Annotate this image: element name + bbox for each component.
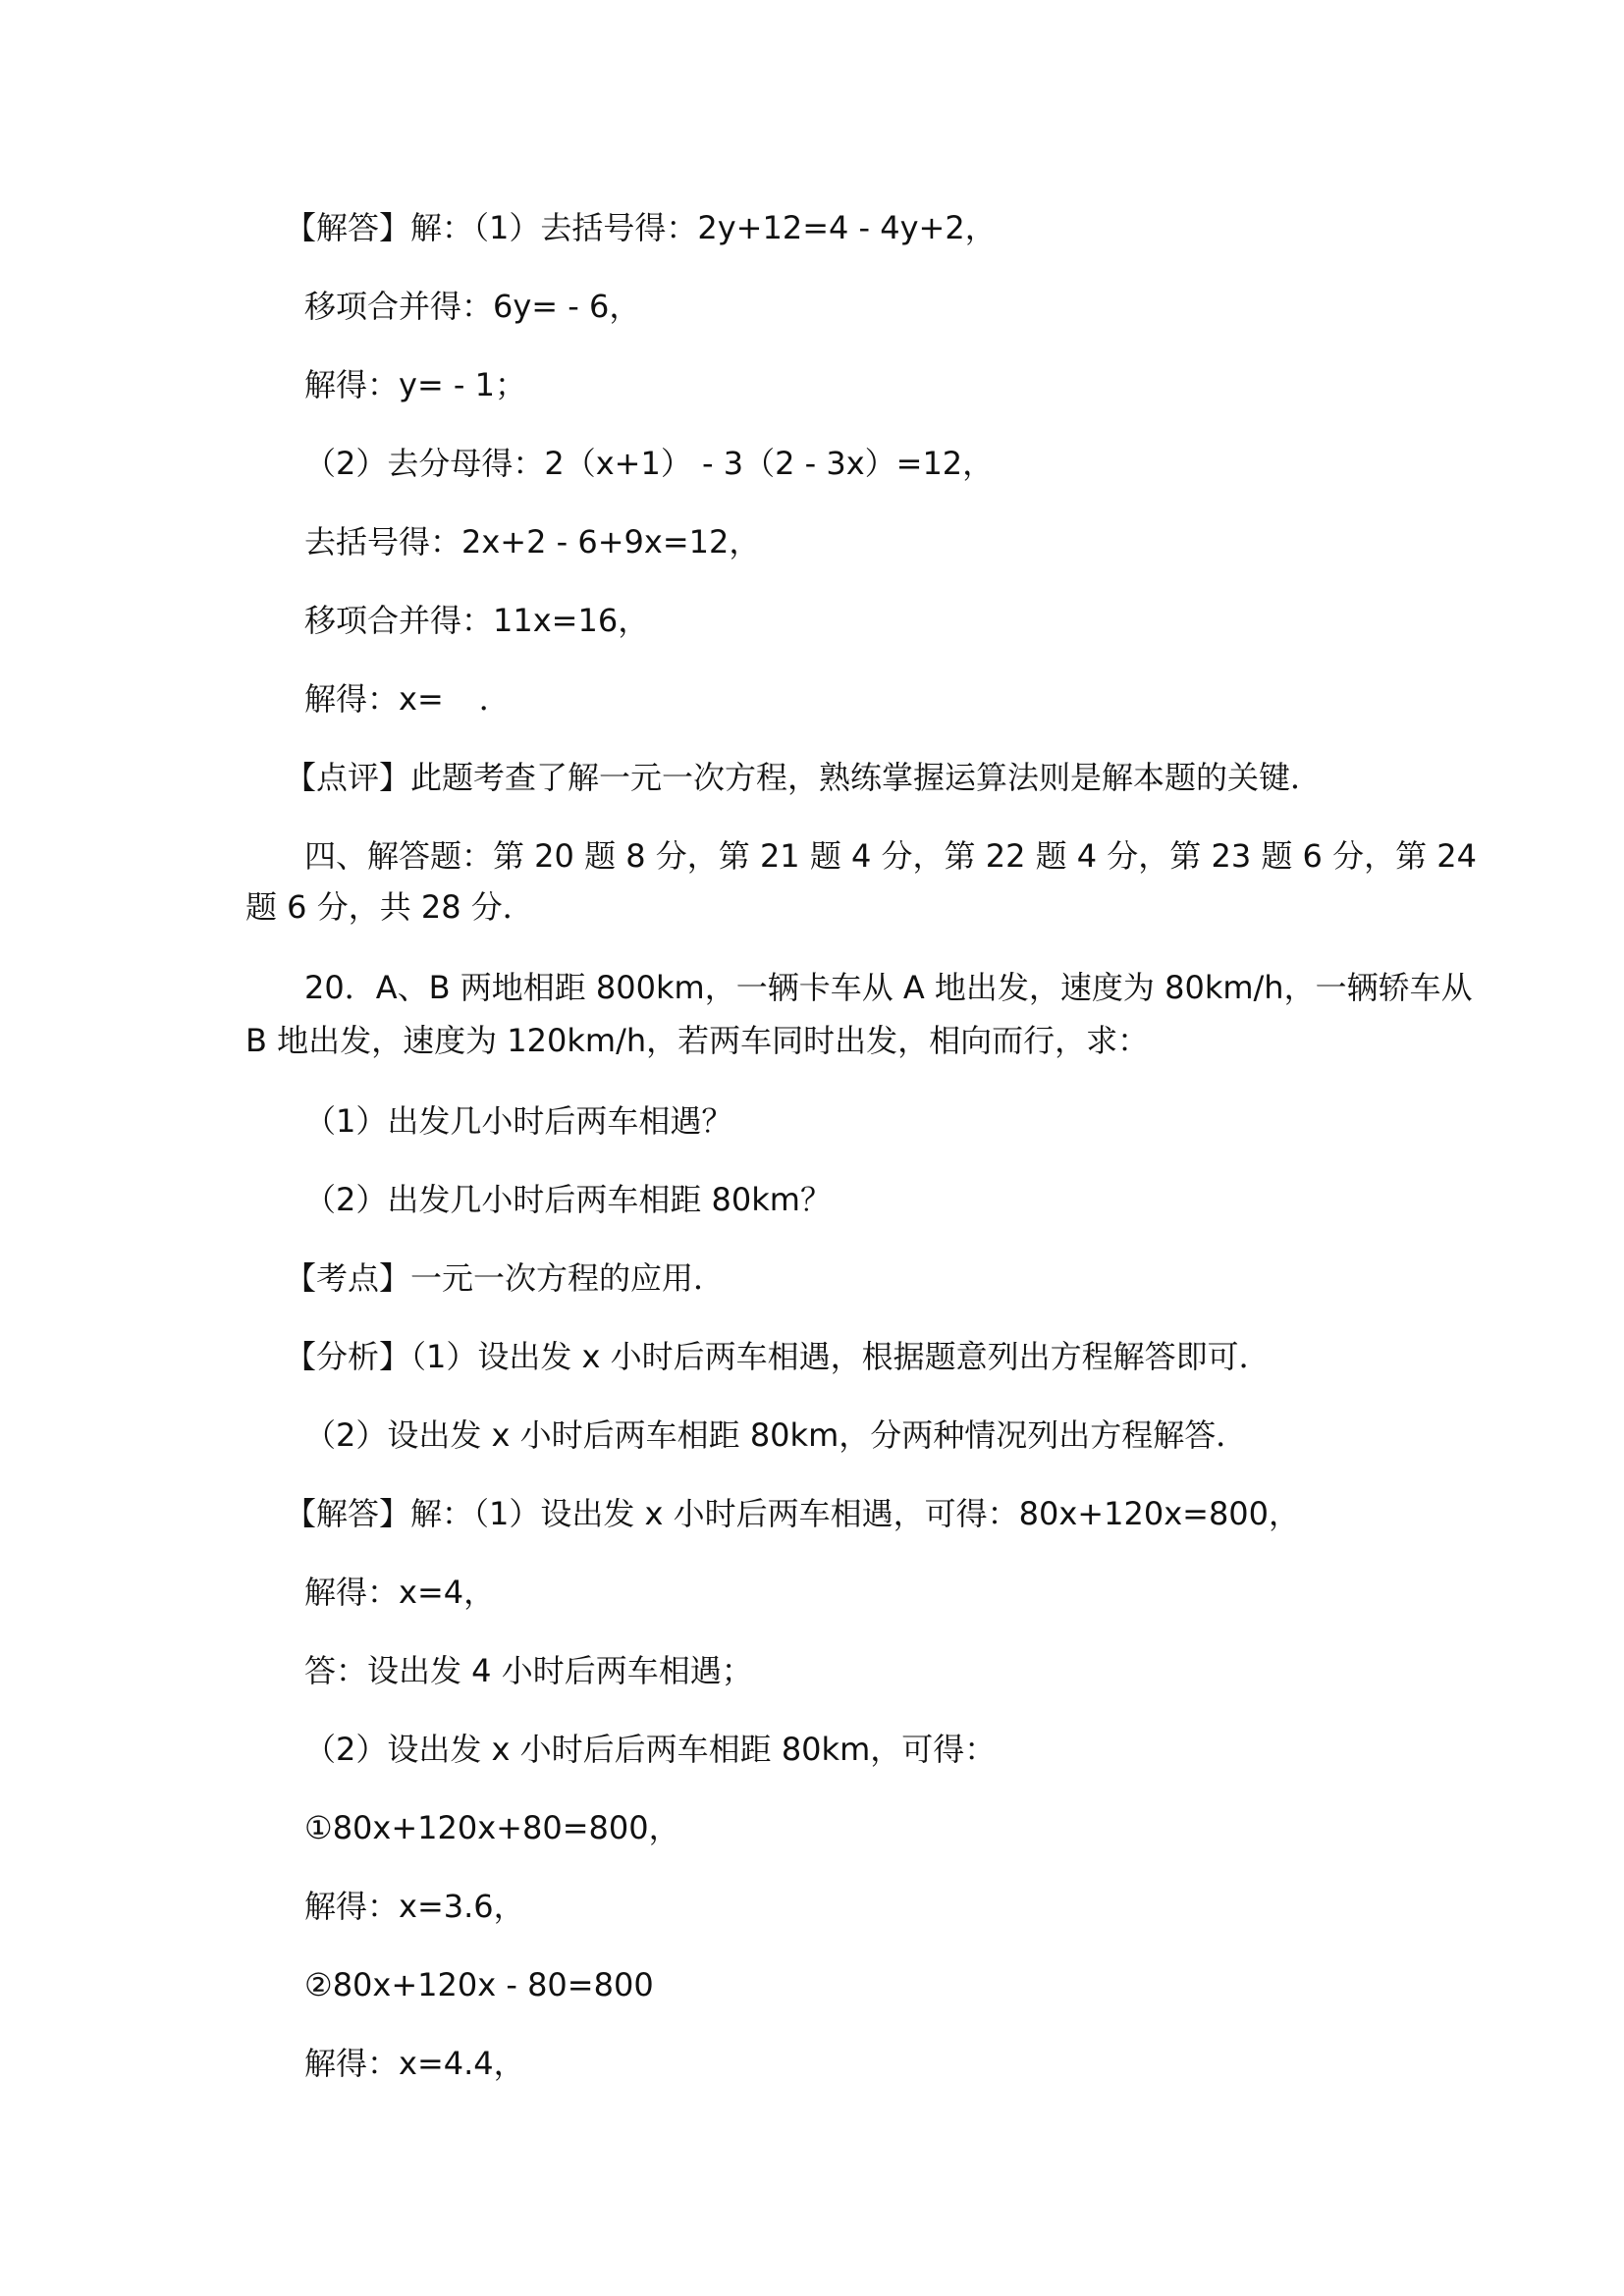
text-line: 解得：x=4， bbox=[304, 1574, 496, 1611]
answer-heading-line: 【解答】解：（1）设出发 x 小时后两车相遇，可得：80x+120x=800， bbox=[285, 1495, 1301, 1532]
text-line: 解得：y= - 1； bbox=[304, 366, 527, 403]
topic-line: 【考点】一元一次方程的应用． bbox=[285, 1259, 726, 1297]
text-line: 答：设出发 4 小时后两车相遇； bbox=[304, 1652, 753, 1689]
comment-line: 【点评】此题考查了解一元一次方程，熟练掌握运算法则是解本题的关键． bbox=[285, 759, 1323, 796]
section-heading-line: 四、解答题：第 20 题 8 分，第 21 题 4 分，第 22 题 4 分，第 23 题 6 分，第 24 bbox=[304, 837, 1477, 875]
text-line: 移项合并得：6y= - 6， bbox=[304, 288, 641, 325]
text-line: 解得：x=3.6， bbox=[304, 1888, 525, 1925]
answer-heading-line: 【解答】解：（1）去括号得：2y+12=4 - 4y+2， bbox=[285, 209, 997, 246]
text-line: 解得：x=4.4， bbox=[304, 2045, 525, 2082]
text-line-with-fraction bbox=[304, 679, 511, 719]
analysis-line: （2）设出发 x 小时后两车相距 80km，分两种情况列出方程解答． bbox=[304, 1416, 1248, 1454]
text-line: ②80x+120x - 80=800 bbox=[304, 1966, 654, 2003]
text-line: （2）去分母得：2（x+1） - 3（2 - 3x）=12， bbox=[304, 445, 995, 482]
text-fragment: 解得：x= bbox=[304, 680, 444, 718]
question-line-cont: B 地出发，速度为 120km/h，若两车同时出发，相向而行，求： bbox=[245, 1022, 1150, 1059]
question-line: 20．A、B 两地相距 800km，一辆卡车从 A 地出发，速度为 80km/h，一辆轿车从 bbox=[304, 969, 1473, 1006]
section-heading-line-cont: 题 6 分，共 28 分． bbox=[245, 888, 534, 926]
analysis-line: 【分析】（1）设出发 x 小时后两车相遇，根据题意列出方程解答即可． bbox=[285, 1338, 1271, 1375]
text-line: ①80x+120x+80=800， bbox=[304, 1809, 680, 1846]
text-line: （2）设出发 x 小时后后两车相距 80km，可得： bbox=[304, 1731, 997, 1768]
text-fragment: ． bbox=[478, 680, 511, 718]
sub-question-line: （2）出发几小时后两车相距 80km？ bbox=[304, 1181, 832, 1218]
sub-question-line: （1）出发几小时后两车相遇？ bbox=[304, 1102, 733, 1140]
text-line: 移项合并得：11x=16， bbox=[304, 602, 650, 639]
text-line: 去括号得：2x+2 - 6+9x=12， bbox=[304, 523, 761, 561]
